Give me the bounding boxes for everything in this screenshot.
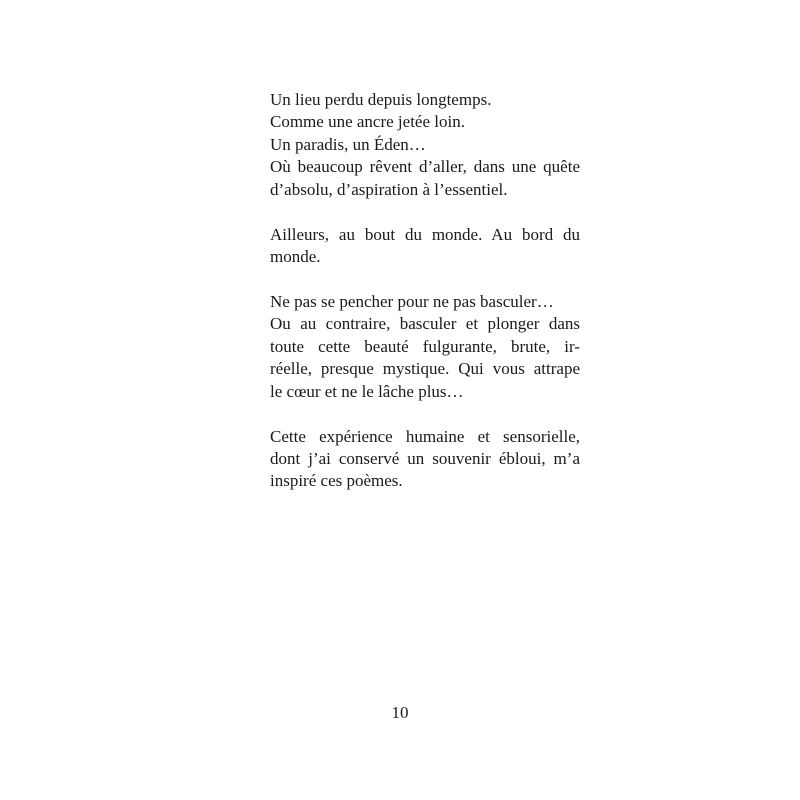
text-line: Ne pas se pencher pour ne pas basculer… [270,292,554,312]
paragraph-4 [270,426,580,493]
text-line: Où beaucoup rêvent d’aller, dans une quête [270,157,580,177]
text-line: toute cette beauté fulgurante, brute, ir- [270,336,580,356]
text-line: monde. [270,247,321,267]
text-line: Comme une ancre jetée loin. [270,112,465,132]
page-number: 10 [391,703,409,722]
text-line: le cœur et ne le lâche plus… [270,381,464,401]
body-text [270,89,580,515]
text-line: réelle, presque mystique. Qui vous attrape [270,359,580,379]
text-line: inspiré ces poèmes. [270,471,403,491]
text-line: Un paradis, un Éden… [270,134,426,154]
text-line: Un lieu perdu depuis longtemps. [270,90,492,109]
text-line: dont j’ai conservé un souvenir ébloui, m’a [270,449,580,469]
text-line: d’absolu, d’aspiration à l’essentiel. [270,179,508,199]
paragraph-3 [270,291,580,403]
paragraph-2 [270,224,580,269]
text-line: Ailleurs, au bout du monde. Au bord du [270,224,580,244]
text-line: Cette expérience humaine et sensorielle, [270,426,580,446]
paragraph-1 [270,89,580,201]
text-line: Ou au contraire, basculer et plonger dans [270,314,580,334]
